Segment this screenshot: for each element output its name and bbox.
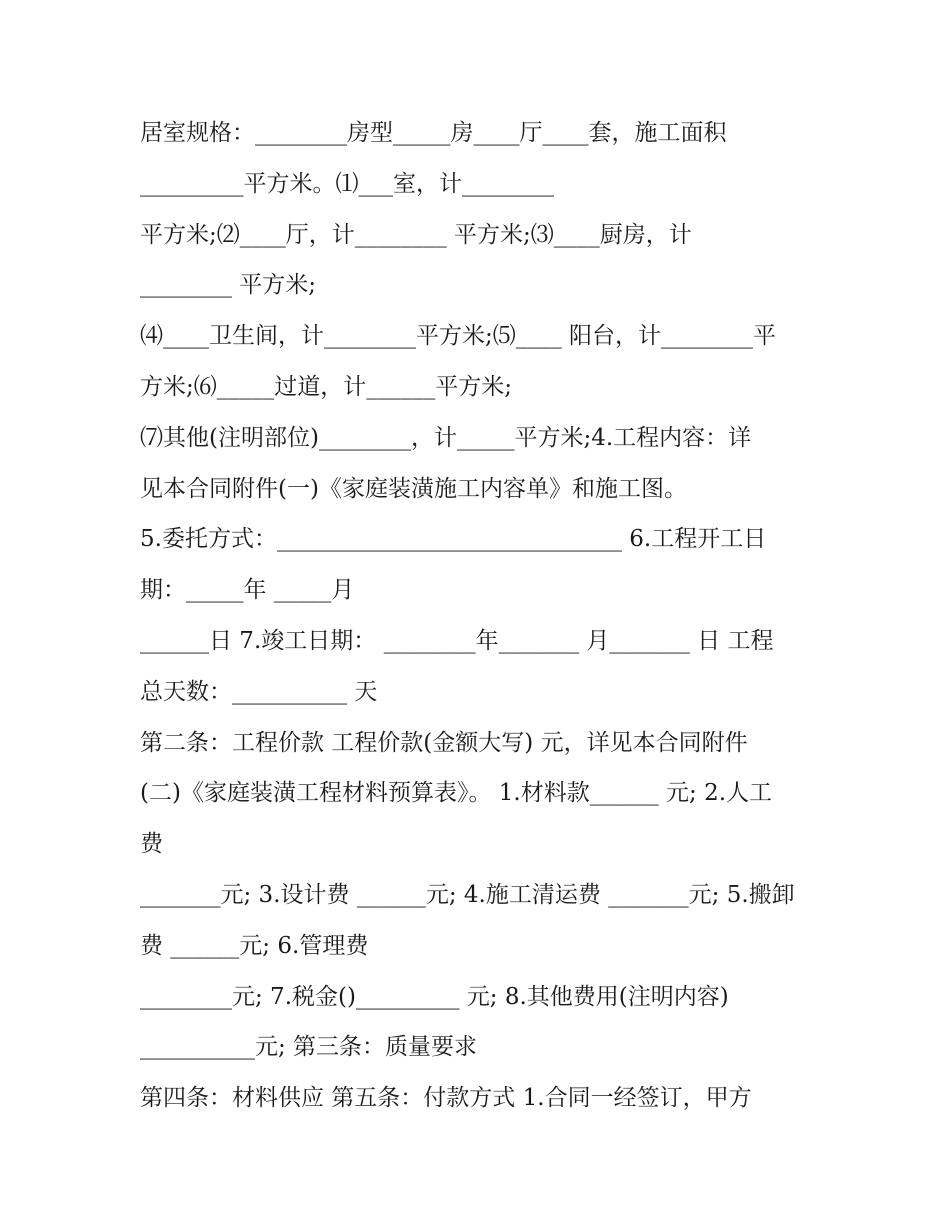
text-line-8: 见本合同附件(一)《家庭装潢施工内容单》和施工图。	[140, 475, 687, 502]
text-line-7: ⑺其他(注明部位)________，计_____平方米;4.工程内容：详	[140, 424, 752, 451]
text-line-1: 居室规格：________房型_____房____厅____套，施工面积	[140, 120, 727, 146]
text-line-20: 第四条：材料供应 第五条：付款方式 1.合同一经签订，甲方	[140, 1085, 752, 1112]
text-line-3: 平方米;⑵____厅，计________ 平方米;⑶____厨房，计	[140, 221, 692, 248]
text-line-19: __________元; 第三条：质量要求	[140, 1034, 478, 1061]
text-line-9: 5.委托方式：______________________________ 6.工程开工日	[140, 526, 767, 553]
text-line-16: _______元; 3.设计费 ______元; 4.施工清运费 _______元; 5.搬卸	[140, 881, 795, 908]
text-line-5: ⑷____卫生间，计________平方米;⑸____ 阳台，计________平	[140, 323, 777, 350]
text-line-2: _________平方米。⑴___室，计________	[140, 170, 554, 197]
text-line-14: (二)《家庭装潢工程材料预算表》。 1.材料款______ 元; 2.人工	[140, 780, 773, 807]
text-line-11: ______日 7.竣工日期： ________年_______ 月_______ 日 工程	[140, 627, 774, 654]
text-line-15: 费	[140, 831, 163, 858]
text-line-10: 期：_____年 _____月	[140, 577, 355, 604]
text-line-12: 总天数：__________ 天	[140, 678, 378, 705]
text-line-18: ________元; 7.税金()_________ 元; 8.其他费用(注明内容)	[140, 983, 729, 1010]
text-line-6: 方米;⑹_____过道，计______平方米;	[140, 373, 512, 400]
text-line-4: ________ 平方米;	[140, 272, 317, 299]
document-body	[140, 108, 820, 1124]
text-line-13: 第二条：工程价款 工程价款(金额大写) 元，详见本合同附件	[140, 729, 748, 756]
text-line-17: 费 ______元; 6.管理费	[140, 932, 369, 959]
